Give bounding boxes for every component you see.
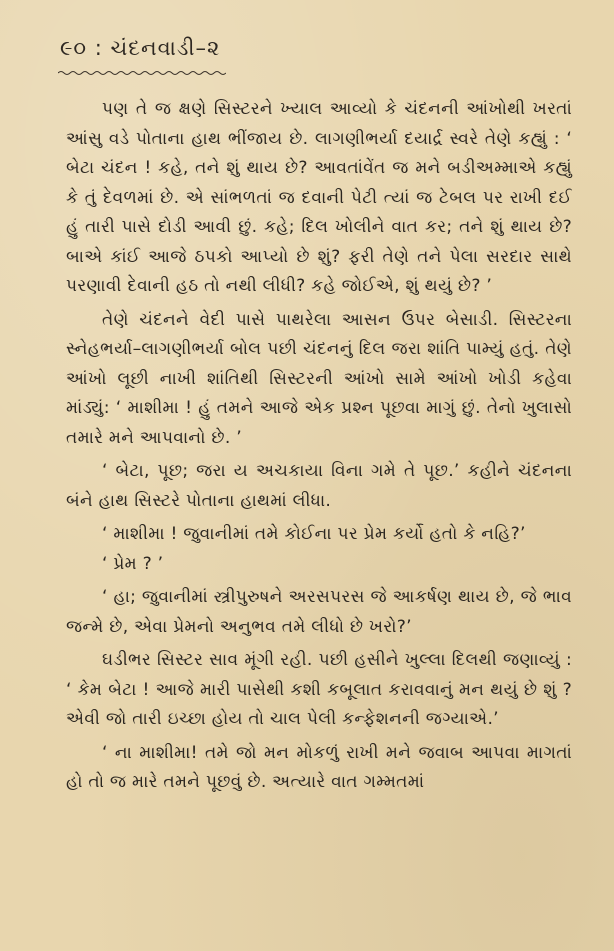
running-head: ૯૦ : ચંદનવાડી–૨ [60, 36, 221, 60]
paragraph-5: ‘ પ્રેમ ? ’ [102, 553, 164, 574]
paragraph-2: તેણે ચંદનને વેદી પાસે પાથરેલા આસન ઉપર બેસાડી. સિસ્ટરના સ્નેહભર્યા–લાગણીભર્યા બોલ પછી ચંદનનું દિલ જરા શાંતિ પામ્યું હતું. તેણે આંખો લૂછી નાખી શાંતિથી સિસ્ટરની આંખો સામે આંખો ખોડી કહેવા માંડ્યું: ‘ માશીમા ! હું તમને આજે એક પ્રશ્ન પૂછવા માગું છું. તેનો ખુલાસો તમારે મને આપવાનો છે. ’ [66, 309, 572, 448]
paragraph-8: ‘ ના માશીમા! તમે જો મન મોકળું રાખી મને જવાબ આપવા માગતાં હો તો જ મારે તમને પૂછવું છે. અત્યારે વાત ગમ્મતમાં [66, 742, 572, 792]
running-head-wavy-rule [58, 70, 226, 76]
paragraph-1: પણ તે જ ક્ષણે સિસ્ટરને ખ્યાલ આવ્યો કે ચંદનની આંખોથી ખરતાં આંસુ વડે પોતાના હાથ ભીંજાય છે. લાગણીભર્યા દયાર્દ્ર સ્વરે તેણે કહ્યું : ‘ બેટા ચંદન ! કહે, તને શું થાય છે? આવતાંવેંત જ મને બડીઅમ્માએ કહ્યું કે તું દેવળમાં છે. એ સાંભળતાં જ દવાની પેટી ત્યાં જ ટેબલ પર રાખી દઈ હું તારી પાસે દોડી આવી છું. કહે; દિલ ખોલીને વાત કર; તને શું થાય છે? બાએ કાંઈ આજે ઠપકો આપ્યો છે શું? ફરી તેણે તને પેલા સરદાર સાથે પરણાવી દેવાની હઠ તો નથી લીધી? કહે જોઈએ, શું થયું છે? ’ [66, 99, 572, 296]
paragraph-7: ઘડીભર સિસ્ટર સાવ મૂંગી રહી. પછી હસીને ખુલ્લા દિલથી જણાવ્યું : ‘ કેમ બેટા ! આજે મારી પાસેથી કશી કબૂલાત કરાવવાનું મન થયું છે શું ? એવી જો તારી ઇચ્છા હોય તો ચાલ પેલી કન્ફેશનની જગ્યાએ.’ [66, 650, 572, 729]
paragraph-4: ‘ માશીમા ! જુવાનીમાં તમે કોઈના પર પ્રેમ કર્યો હતો કે નહિ?’ [102, 524, 526, 544]
body-text [66, 95, 572, 798]
paragraph-3: ‘ બેટા, પૂછ; જરા ય અચકાયા વિના ગમે તે પૂછ.’ કહીને ચંદનના બંને હાથ સિસ્ટરે પોતાના હાથમાં લીધા. [66, 461, 572, 511]
paragraph-6: ‘ હા; જુવાનીમાં સ્ત્રીપુરુષને અરસપરસ જે આકર્ષણ થાય છે, જે ભાવ જન્મે છે, એવા પ્રેમનો અનુભવ તમે લીધો છે ખરો?’ [66, 587, 572, 637]
